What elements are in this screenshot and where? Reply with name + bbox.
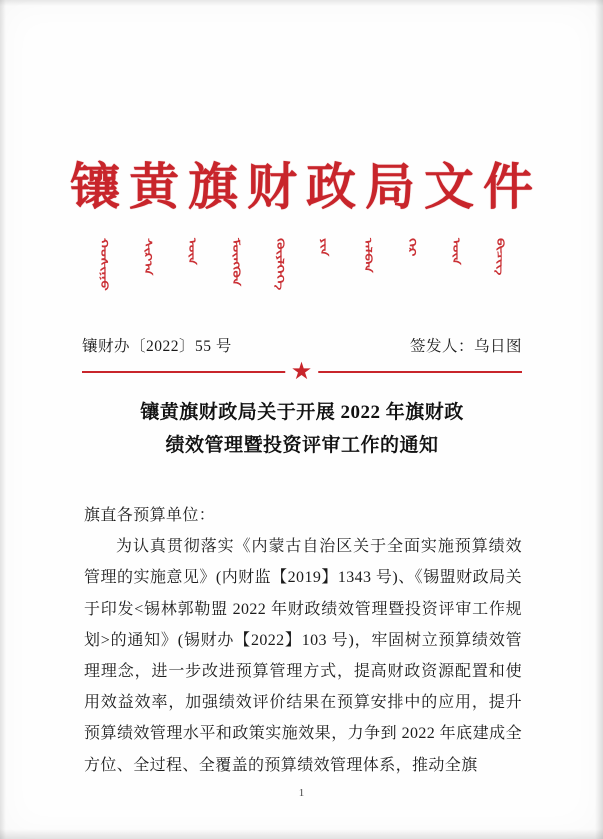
mongolian-word: ᠬᠤᠰᠢᠭᠤ <box>97 238 110 291</box>
mongolian-word: ᠭᠡᠷ <box>405 238 418 257</box>
scan-edge-right <box>595 0 603 839</box>
mongolian-word: ᠦᠨ <box>185 238 198 265</box>
mongolian-word: ᠭᠦᠶᠯᠭᠡᠭᠡ <box>273 238 286 290</box>
document-meta-row <box>82 334 522 356</box>
mongolian-word: ᠠᠯᠪᠠᠨ <box>361 238 374 273</box>
body-paragraph-1: 为认真贯彻落实《内蒙古自治区关于全面实施预算绩效管理的实施意见》(内财监【2019】1343 号)、《锡盟财政局关于印发<锡林郭勒盟 2022 年财政绩效管理暨投资评审工作规划>的通知》(锡财办【2022】103 号)，牢固树立预算绩效管理理念，进一步改进预算管理方式，提高财政资源配置和使用效益效率，加强绩效评价结果在预算安排中的应用，提升预算绩效管理水平和政策实施效果，力争到 2022 年底建成全方位、全过程、全覆盖的预算绩效管理体系，推动全旗 <box>84 538 522 774</box>
document-body <box>84 500 522 781</box>
scan-edge-bottom <box>0 829 603 839</box>
page-number: 1 <box>298 787 305 799</box>
document-title <box>80 396 524 463</box>
mongolian-word: ᠪᠢᠴᠢᠭ <box>493 238 506 276</box>
mongolian-word: ᠮᠥᠩᠭᠦᠨ <box>229 238 242 286</box>
mongolian-word: ᠰᠢᠷ᠎ᠠ <box>141 238 154 276</box>
document-title-line-2: 绩效管理暨投资评审工作的通知 <box>165 435 439 457</box>
mongolian-script-line <box>0 238 603 290</box>
scan-edge-top <box>0 0 603 6</box>
scan-edge-left <box>0 0 6 839</box>
document-number: 镶财办〔2022〕55 号 <box>82 338 232 355</box>
mongolian-word: ᠶᠢᠨ <box>317 238 330 257</box>
document-title-line-1: 镶黄旗财政局关于开展 2022 年旗财政 <box>140 402 464 423</box>
body-salutation: 旗直各预算单位： <box>84 507 216 524</box>
red-star-icon: ★ <box>285 360 319 384</box>
mongolian-word: ᠦᠨ <box>449 238 462 265</box>
document-masthead: 镶黄旗财政局文件 <box>70 159 542 215</box>
document-signer: 签发人：乌日图 <box>409 338 522 355</box>
